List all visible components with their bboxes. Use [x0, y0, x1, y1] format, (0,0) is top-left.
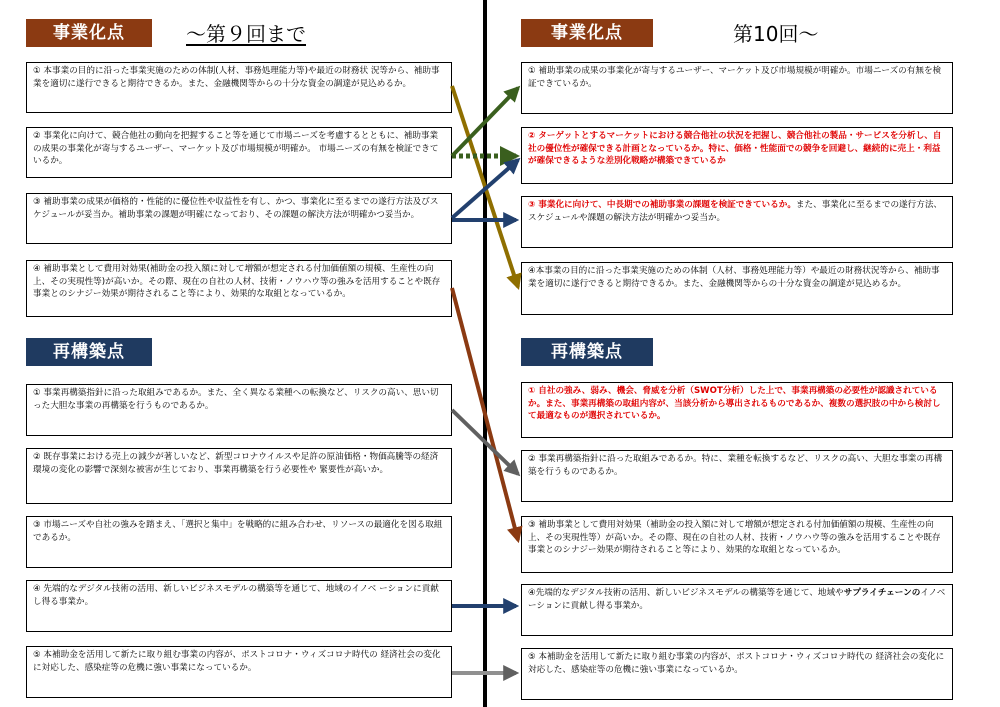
right-business-item-2: ② ターゲットとするマーケットにおける競合他社の状況を把握し、競合他社の製品・サービスを分析し、自社の優位性が確保できる計画となっているか。特に、価格・性能面での競争を回避し、継続的に売上・利益が確保できるような差別化戦略が構築できているか	[521, 127, 953, 184]
right-business-item-3-text: また、事業化に至るまでの遂行方法、スケジュールや課題の解決方法が明確かつ妥当か。	[528, 200, 943, 223]
right-restructure-item-4-bold: サプライチェーンの	[843, 588, 921, 598]
left-business-item-4: ④ 補助事業として費用対効果(補助金の投入額に対して増額が想定される付加価値額の規模、生産性の向上、その実現性等)が高いか。その際、現在の自社の人材、技術・ノウハウ等の強みを活用することや既存事業とのシナジー効果が期待されること等により、効果的な取組となっているか。	[26, 260, 452, 317]
arrow-l3-to-r2	[452, 160, 518, 218]
left-business-item-3: ③ 補助事業の成果が価格的・性能的に優位性や収益性を有し、かつ、事業化に至るまでの遂行方法及びスケジュールが妥当か。補助事業の課題が明確になっており、その課題の解決方法が明確かつ妥当か。	[26, 193, 452, 244]
left-restructure-item-3: ③ 市場ニーズや自社の強みを踏まえ、「選択と集中」を戦略的に組み合わせ、リソースの最適化を図る取組であるか。	[26, 516, 452, 568]
left-restructure-tag: 再構築点	[26, 338, 152, 366]
right-restructure-item-2: ② 事業再構築指針に沿った取組みであるか。特に、業種を転換するなど、リスクの高い、大胆な事業の再構築を行うものであるか。	[521, 450, 953, 502]
right-business-item-4: ④本事業の目的に沿った事業実施のための体制（人材、事務処理能力等）や最近の財務状況等から、補助事業を適切に遂行できると期待できるか。また、金融機関等からの十分な資金の調達が見込めるか。	[521, 262, 953, 315]
right-restructure-item-4-text-a: ④先端的なデジタル技術の活用、新しいビジネスモデルの構築等を通じて、地域や	[528, 588, 844, 598]
left-business-tag: 事業化点	[26, 19, 152, 47]
right-restructure-item-1: ① 自社の強み、弱み、機会、脅威を分析（SWOT分析）した上で、事業再構築の必要性が認識されているか。また、事業再構築の取組内容が、当該分析から導出されるものであるか、複数の選択肢の中から検討して最適なものが選択されているか。	[521, 382, 953, 438]
left-business-item-2: ② 事業化に向けて、競合他社の動向を把握すること等を通じて市場ニーズを考慮するとともに、補助事業の成果の事業化が寄与するユーザー、マーケット及び市場規模が明確か。 市場ニーズの有無を検証できているか。	[26, 127, 452, 178]
left-restructure-item-4: ④ 先端的なデジタル技術の活用、新しいビジネスモデルの構築等を通じて、地域のイノベ ーションに貢献し得る事業か。	[26, 580, 452, 632]
right-restructure-item-4-text-b: イノベーションに貢献し得る事業か。	[528, 588, 946, 611]
right-restructure-tag: 再構築点	[521, 338, 653, 366]
right-restructure-item-3: ③ 補助事業として費用対効果（補助金の投入額に対して増額が想定される付加価値額の規模、生産性の向上、その実現性等）が高いか。その際、現在の自社の人材、技術・ノウハウ等の強みを活用することや既存事業とのシナジー効果が期待されること等により、効果的な取組となっているか。	[521, 516, 953, 573]
left-subtitle: ～第９回まで	[186, 22, 306, 46]
right-business-tag: 事業化点	[521, 19, 653, 47]
arrow-l4-to-rr3	[452, 288, 518, 540]
right-restructure-item-5: ⑤ 本補助金を活用して新たに取り組む事業の内容が、ポストコロナ・ウィズコロナ時代の 経済社会の変化に対応した、感染症等の危機に強い事業になっているか。	[521, 648, 953, 700]
left-restructure-item-5: ⑤ 本補助金を活用して新たに取り組む事業の内容が、ポストコロナ・ウィズコロナ時代の 経済社会の変化に対応した、感染症等の危機に強い事業になっているか。	[26, 646, 452, 698]
left-restructure-item-1: ① 事業再構築指針に沿った取組みであるか。また、全く異なる業種への転換など、リスクの高い、思い切った大胆な事業の再構築を行うものであるか。	[26, 384, 452, 436]
right-subtitle: 第10回～	[733, 22, 819, 46]
right-business-item-1: ① 補助事業の成果の事業化が寄与するユーザー、マーケット及び市場規模が明確か。市場ニーズの有無を検証できているか。	[521, 62, 953, 114]
left-restructure-item-2: ② 既存事業における売上の減少が著しいなど、新型コロナウイルスや足許の原油価格・物価高騰等の経済環境の変化の影響で深刻な被害が生じており、事業再構築を行う必要性や 緊要性が高いか。	[26, 448, 452, 504]
right-business-item-3-highlight: ③ 事業化に向けて、中長期での補助事業の課題を検証できているか。	[528, 200, 796, 210]
left-business-item-1: ① 本事業の目的に沿った事業実施のための体制(人材、事務処理能力等)や最近の財務状 況等から、補助事業を適切に遂行できると期待できるか。また、金融機関等からの十分な資金の調達が見込めるか。	[26, 62, 452, 113]
